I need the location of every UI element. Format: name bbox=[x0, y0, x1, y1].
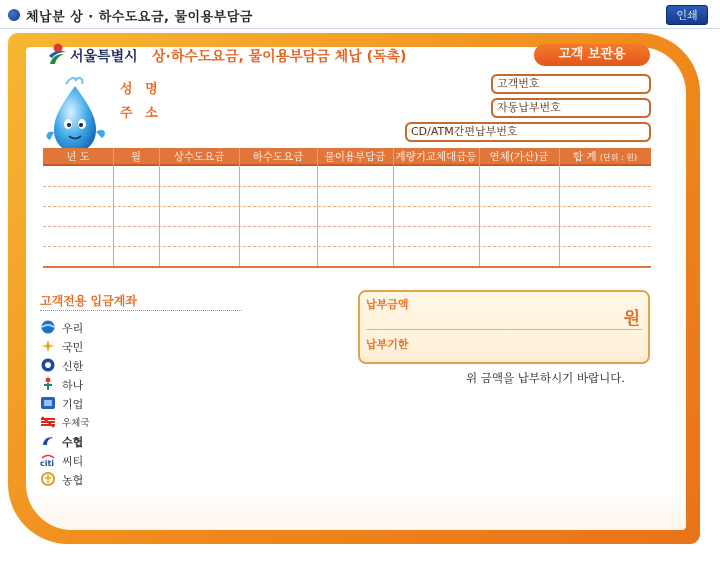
due-date-label: 납부기한 bbox=[366, 338, 409, 351]
list-item: 우체국 bbox=[40, 413, 160, 432]
unit-note: (단위 : 원) bbox=[599, 153, 638, 162]
table-row bbox=[43, 206, 651, 207]
ibk-bank-icon bbox=[40, 396, 56, 410]
col-meter-replacement: 계량기교체대금등 bbox=[395, 151, 477, 163]
list-item: 수협 bbox=[40, 432, 160, 451]
col-month: 월 bbox=[130, 151, 142, 163]
bill-header bbox=[46, 42, 476, 68]
auto-pay-number-field: 자동납부번호 bbox=[491, 98, 651, 118]
col-water-fee: 상수도요금 bbox=[173, 151, 225, 163]
kb-bank-icon bbox=[40, 339, 56, 353]
name-label: 성 명 bbox=[120, 82, 162, 97]
table-row bbox=[43, 226, 651, 227]
hana-bank-icon bbox=[40, 377, 56, 391]
list-item: 기업 bbox=[40, 394, 160, 413]
payment-amount-label: 납부금액 bbox=[366, 298, 409, 311]
list-item: 하나 bbox=[40, 375, 160, 394]
table-row bbox=[43, 186, 651, 187]
table-bottom-rule bbox=[43, 266, 651, 268]
payment-note: 위 금액을 납부하시기 바랍니다. bbox=[466, 371, 626, 385]
page-title: 체납분 상 · 하수도요금, 물이용부담금 bbox=[26, 10, 253, 25]
list-item: citi 씨티 bbox=[40, 455, 84, 468]
bank-list bbox=[40, 318, 160, 489]
nonghyup-bank-icon bbox=[40, 472, 56, 486]
citi-bank-icon bbox=[40, 453, 56, 467]
list-item: 국민 bbox=[40, 337, 160, 356]
bill-heading: 상·하수도요금, 물이용부담금 체납 (독촉) bbox=[152, 49, 407, 65]
top-bar bbox=[0, 0, 720, 30]
woori-bank-icon bbox=[40, 320, 56, 334]
list-item: 농협 bbox=[40, 470, 160, 489]
shinhan-bank-icon bbox=[40, 358, 56, 372]
payment-amount-box bbox=[358, 290, 650, 364]
charges-table bbox=[43, 148, 651, 268]
list-item: 신한 bbox=[40, 356, 160, 375]
cd-atm-number-field: CD/ATM간편납부번호 bbox=[405, 122, 651, 142]
divider bbox=[0, 28, 720, 29]
col-total-label: 합 계 bbox=[572, 151, 597, 163]
list-item: 우리 bbox=[40, 318, 160, 337]
suhyup-bank-icon bbox=[40, 434, 56, 448]
col-sewer-fee: 하수도요금 bbox=[252, 151, 304, 163]
accounts-title: 고객전용 입금계좌 bbox=[40, 294, 137, 308]
svg-text:citi: citi bbox=[40, 459, 55, 467]
org-name: 서울특별시 bbox=[70, 49, 138, 65]
seoul-logo-icon bbox=[46, 42, 68, 66]
col-total bbox=[559, 148, 651, 166]
customer-number-field: 고객번호 bbox=[491, 74, 651, 94]
col-late-fee: 연체(가산)금 bbox=[489, 151, 549, 163]
col-year: 년 도 bbox=[66, 151, 90, 163]
address-label: 주 소 bbox=[120, 106, 162, 121]
copy-tag: 고객 보관용 bbox=[534, 44, 650, 66]
post-office-icon bbox=[40, 415, 56, 429]
amount-unit: 원 bbox=[623, 309, 640, 329]
col-water-use-charge: 물이용부담금 bbox=[324, 151, 386, 163]
print-button[interactable]: 인쇄 bbox=[666, 5, 708, 25]
table-row bbox=[43, 246, 651, 247]
bullet-icon bbox=[8, 9, 20, 21]
